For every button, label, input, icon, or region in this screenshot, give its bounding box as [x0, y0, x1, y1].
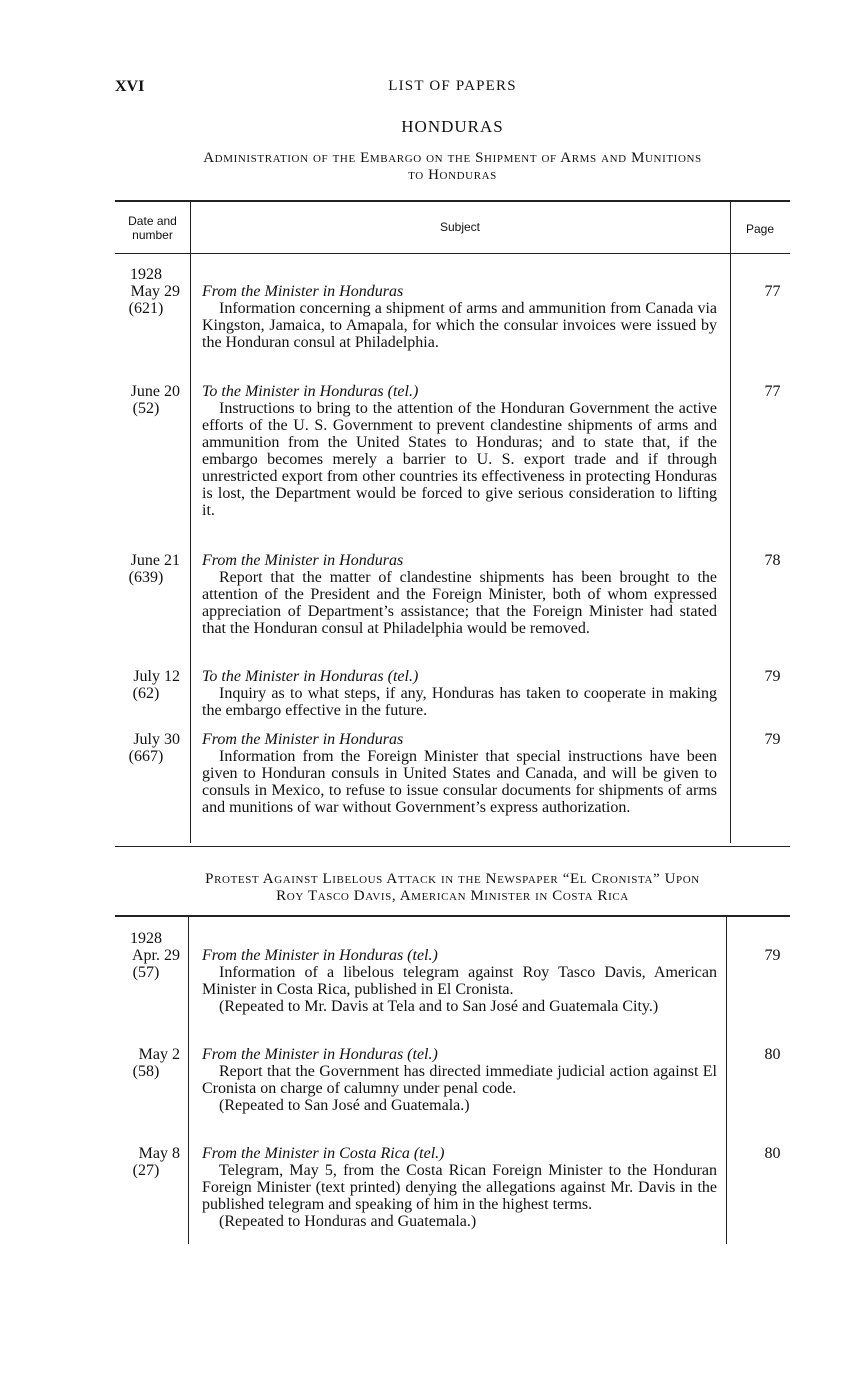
entry-date: 1928 May 29 (621): [128, 266, 180, 317]
table-header-rule: [115, 253, 790, 254]
column-header-page: Page: [745, 222, 775, 236]
entry-note: (Repeated to Honduras and Guatemala.): [219, 1213, 477, 1230]
column-header-subject: Subject: [439, 220, 481, 234]
entry-subject: [202, 552, 717, 637]
entry-date: May 8 (27): [132, 1145, 180, 1179]
entry-note: (Repeated to Mr. Davis at Tela and to San José and Guatemala City.): [219, 998, 659, 1015]
entry-summary: Information from the Foreign Minister that special instructions have been given to Honduran consuls in United States and Canada, and will be given to consuls in Mexico, to refuse to issue consular documents for shipments of arms and munitions of war without Government’s express authorization.: [202, 748, 717, 816]
entry-summary: Inquiry as to what steps, if any, Honduras has taken to cooperate in making the embargo effective in the future.: [202, 685, 717, 719]
entry-date: May 2 (58): [132, 1046, 180, 1080]
entry-date: June 21 (639): [128, 552, 180, 586]
entry-source: From the Minister in Honduras (tel.): [202, 1046, 438, 1063]
table-top-rule: [115, 915, 790, 917]
entry-source: From the Minister in Honduras: [202, 552, 404, 569]
entry-page: 78: [764, 552, 781, 569]
column-divider: [188, 916, 189, 1244]
entry-summary: Information concerning a shipment of arms and ammunition from Canada via Kingston, Jamaica, to Amapala, for which the consular invoices were issued by the Honduran consul at Philadelphia.: [202, 300, 717, 351]
entry-subject: [202, 668, 717, 719]
entry-summary: Report that the matter of clandestine shipments has been brought to the attention of the President and the Foreign Minister, both of whom expressed appreciation of Department’s assistance; that the Foreign Minister had stated that the Honduran consul at Philadelphia would be removed.: [202, 569, 717, 637]
entry-date: July 12 (62): [132, 668, 180, 702]
entry-page: 80: [764, 1046, 781, 1063]
entry-subject: [202, 1046, 717, 1114]
table-bottom-rule: [115, 846, 790, 847]
entry-source: To the Minister in Honduras (tel.): [202, 668, 419, 685]
entry-summary: Instructions to bring to the attention of the Honduran Government the active efforts of the U. S. Government to prevent clandestine shipments of arms and ammunition from the United States to Honduras; and to state that, if the embargo becomes merely a barrier to U. S. export trade and if through unrestricted export from other countries its effectiveness in protecting Honduras is lost, the Department would be forced to give serious consideration to lifting it.: [202, 400, 717, 519]
entry-source: To the Minister in Honduras (tel.): [202, 383, 419, 400]
page-number: XVI: [115, 78, 145, 95]
entry-source: From the Minister in Honduras (tel.): [202, 947, 438, 964]
entry-summary: Telegram, May 5, from the Costa Rican Foreign Minister to the Honduran Foreign Minister (text printed) denying the allegations against Mr. Davis in the published telegram and speaking of him in the highest terms.: [202, 1162, 717, 1213]
column-header-date: Date and number: [128, 214, 177, 242]
entry-page: 79: [764, 947, 781, 964]
entry-date: June 20 (52): [130, 383, 180, 417]
section-title: Protest Against Libelous Attack in the Newspaper “El Cronista” Upon Roy Tasco Davis, American Minister in Costa Rica: [205, 871, 700, 904]
country-heading: HONDURAS: [401, 117, 504, 136]
entry-subject: [202, 283, 717, 351]
entry-summary: Report that the Government has directed immediate judicial action against El Cronista on charge of calumny under penal code.: [202, 1063, 717, 1097]
entry-source: From the Minister in Honduras: [202, 731, 404, 748]
entry-page: 77: [764, 283, 781, 300]
entry-source: From the Minister in Costa Rica (tel.): [202, 1145, 445, 1162]
entry-page: 77: [764, 383, 781, 400]
page-header: [115, 78, 790, 102]
entry-page: 79: [764, 731, 781, 748]
column-divider: [730, 201, 731, 843]
column-divider: [726, 916, 727, 1244]
column-divider: [190, 201, 191, 843]
entry-page: 80: [764, 1145, 781, 1162]
entry-subject: [202, 731, 717, 816]
table-top-rule: [115, 200, 790, 202]
entry-subject: [202, 383, 717, 519]
entry-note: (Repeated to San José and Guatemala.): [219, 1097, 470, 1114]
entry-subject: [202, 947, 717, 1015]
section-title: Administration of the Embargo on the Shipment of Arms and Munitions to Honduras: [203, 150, 702, 183]
entry-date: 1928 Apr. 29 (57): [130, 930, 180, 981]
entry-page: 79: [764, 668, 781, 685]
entry-source: From the Minister in Honduras: [202, 283, 404, 300]
running-title: LIST OF PAPERS: [388, 78, 517, 94]
entry-date: July 30 (667): [128, 731, 180, 765]
entry-subject: [202, 1145, 717, 1230]
entry-summary: Information of a libelous telegram against Roy Tasco Davis, American Minister in Costa Rica, published in El Cronista.: [202, 964, 717, 998]
